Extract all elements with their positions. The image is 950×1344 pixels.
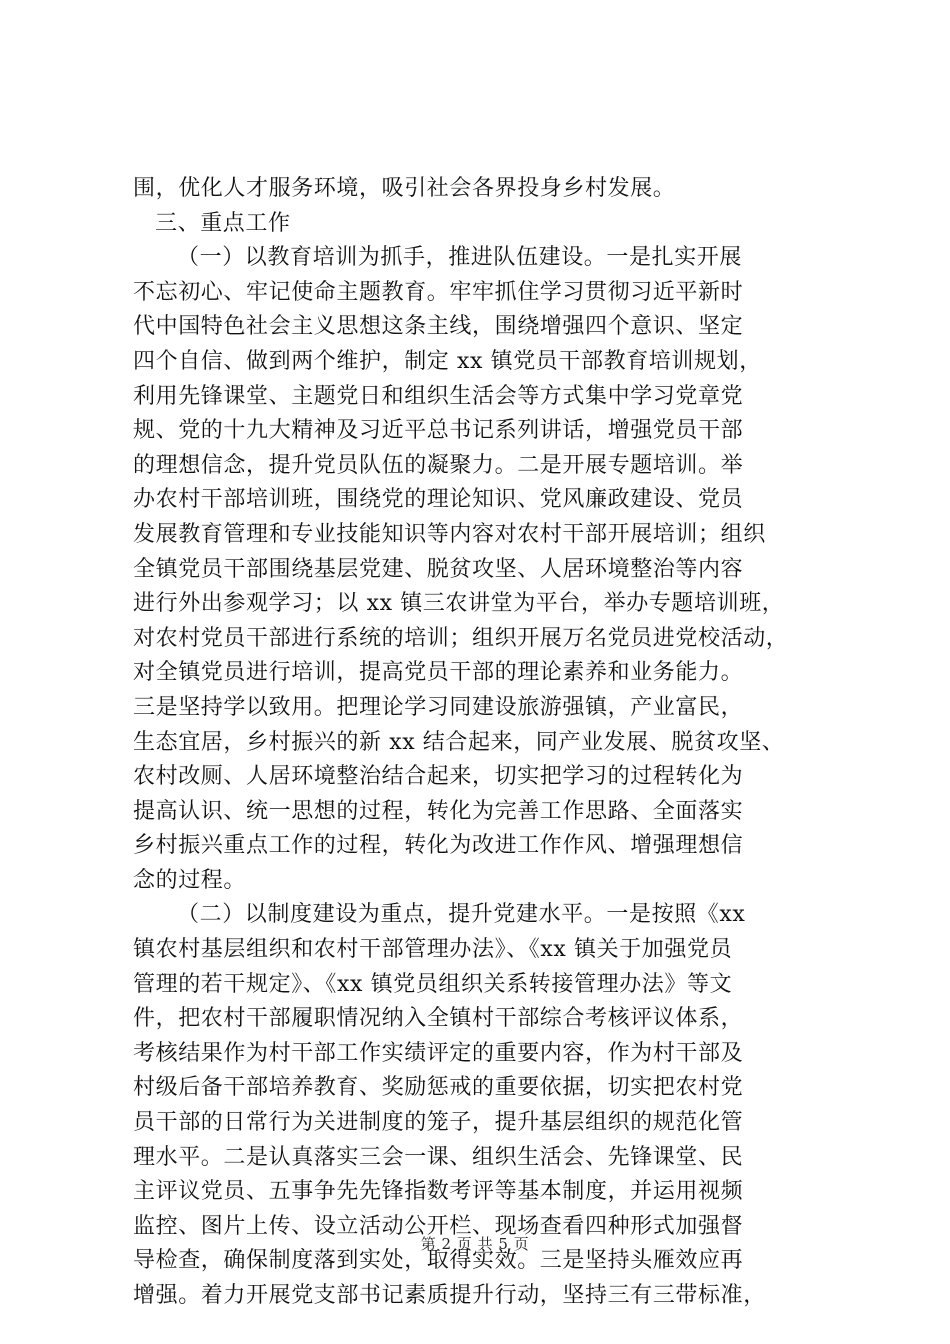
section-heading: 三、重点工作 bbox=[155, 210, 291, 236]
text-line: 三是坚持学以致用。把理论学习同建设旅游强镇，产业富民， bbox=[133, 694, 744, 720]
text-line: 理水平。二是认真落实三会一课、组织生活会、先锋课堂、民 bbox=[133, 1144, 744, 1170]
text-line: 不忘初心、牢记使命主题教育。牢牢抓住学习贯彻习近平新时 bbox=[133, 279, 744, 305]
text-line: 主评议党员、五事争先先锋指数考评等基本制度，并运用视频 bbox=[133, 1179, 744, 1205]
text-line: 监控、图片上传、设立活动公开栏、现场查看四种形式加强督 bbox=[133, 1213, 744, 1239]
text-line: 发展教育管理和专业技能知识等内容对农村干部开展培训；组织 bbox=[133, 521, 766, 547]
text-line: 围，优化人才服务环境，吸引社会各界投身乡村发展。 bbox=[133, 176, 676, 201]
text-line: 利用先锋课堂、主题党日和组织生活会等方式集中学习党章党 bbox=[133, 383, 744, 409]
document-body bbox=[133, 172, 833, 1314]
text-line: 四个自信、做到两个维护，制定 xx 镇党员干部教育培训规划， bbox=[133, 348, 762, 374]
text-line: 乡村振兴重点工作的过程，转化为改进工作作风、增强理想信 bbox=[133, 833, 744, 859]
text-line: 增强。着力开展党支部书记素质提升行动，坚持三有三带标准， bbox=[133, 1283, 766, 1308]
paragraph-start: （一）以教育培训为抓手，推进队伍建设。一是扎实开展 bbox=[177, 245, 743, 271]
text-line: 念的过程。 bbox=[133, 867, 247, 893]
text-line: 全镇党员干部围绕基层党建、脱贫攻坚、人居环境整治等内容 bbox=[133, 556, 744, 582]
text-line: 代中国特色社会主义思想这条主线，围绕增强四个意识、坚定 bbox=[133, 314, 744, 340]
page-footer bbox=[0, 1234, 950, 1254]
text-line: 导检查，确保制度落到实处，取得实效。三是坚持头雁效应再 bbox=[133, 1248, 744, 1274]
text-line: 对全镇党员进行培训，提高党员干部的理论素养和业务能力。 bbox=[133, 660, 744, 686]
text-line: 对农村党员干部进行系统的培训；组织开展万名党员进党校活动， bbox=[133, 625, 789, 651]
text-line: 农村改厕、人居环境整治结合起来，切实把学习的过程转化为 bbox=[133, 764, 744, 790]
text-line: 镇农村基层组织和农村干部管理办法》、《xx 镇关于加强党员 bbox=[133, 937, 733, 963]
paragraph-start: （二）以制度建设为重点，提升党建水平。一是按照《xx bbox=[177, 902, 746, 928]
text-line: 村级后备干部培养教育、奖励惩戒的重要依据，切实把农村党 bbox=[133, 1075, 744, 1101]
text-line: 考核结果作为村干部工作实绩评定的重要内容，作为村干部及 bbox=[133, 1040, 744, 1066]
text-line: 件，把农村干部履职情况纳入全镇村干部综合考核评议体系， bbox=[133, 1006, 744, 1032]
text-line: 管理的若干规定》、《xx 镇党员组织关系转接管理办法》等文 bbox=[133, 971, 733, 997]
text-line: 规、党的十九大精神及习近平总书记系列讲话，增强党员干部 bbox=[133, 418, 744, 444]
text-line: 进行外出参观学习；以 xx 镇三农讲堂为平台，举办专题培训班， bbox=[133, 591, 785, 617]
text-line: 提高认识、统一思想的过程，转化为完善工作思路、全面落实 bbox=[133, 798, 744, 824]
text-line: 生态宜居，乡村振兴的新 xx 结合起来，同产业发展、脱贫攻坚、 bbox=[133, 729, 785, 755]
text-line: 办农村干部培训班，围绕党的理论知识、党风廉政建设、党员 bbox=[133, 487, 744, 513]
text-line: 的理想信念，提升党员队伍的凝聚力。二是开展专题培训。举 bbox=[133, 452, 744, 478]
page-number: 第 2 页 共 5 页 bbox=[420, 1235, 530, 1253]
text-line: 员干部的日常行为关进制度的笼子，提升基层组织的规范化管 bbox=[133, 1110, 744, 1136]
